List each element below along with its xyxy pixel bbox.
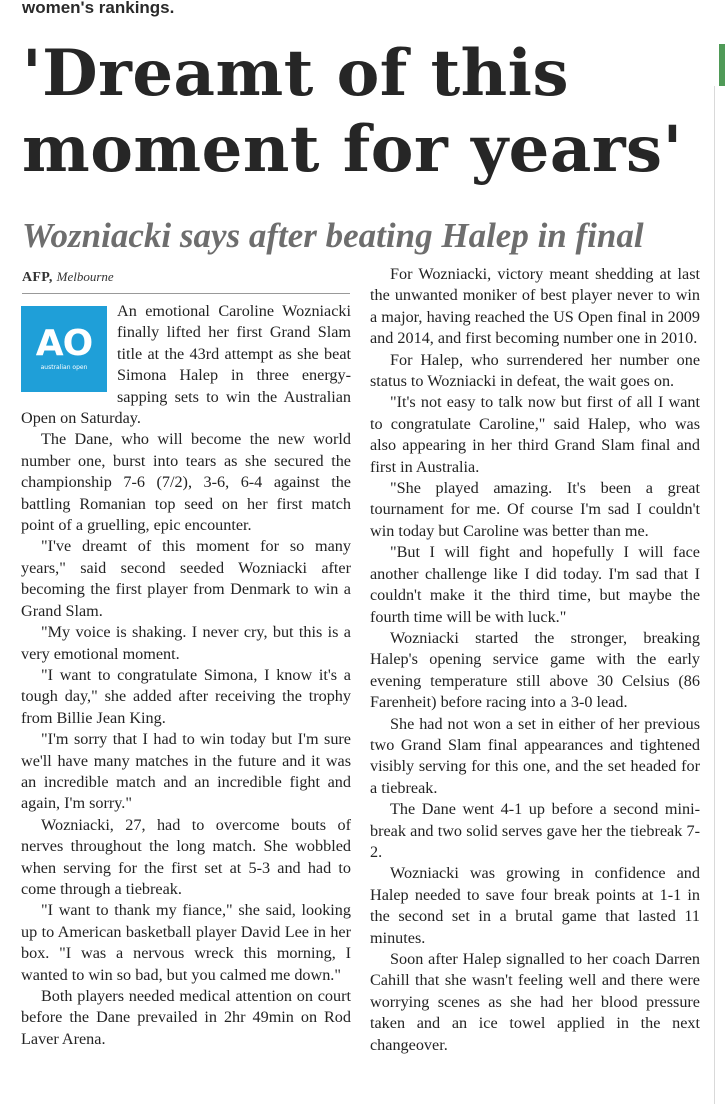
article-paragraph: "I want to congratulate Simona, I know it's a tough day," she added after receiving the trophy from Billie Jean King. [21, 665, 351, 727]
article-paragraph: The Dane, who will become the new world number one, burst into tears as she secured the championship 7-6 (7/2), 3-6, 6-4 against the battling Romanian top seed on her first match point of a gruelling, epic encounter. [21, 430, 351, 535]
article-paragraph: Both players needed medical attention on court before the Dane prevailed in 2hr 49min on Rod Laver Arena. [21, 987, 351, 1048]
byline-agency: AFP, [22, 270, 53, 285]
subheadline: Wozniacki says after beating Halep in final [22, 216, 644, 255]
logo-mark: AO [35, 323, 93, 364]
article-paragraph: "I'm sorry that I had to win today but I'm sure we'll have many matches in the future and it was an incredible match and an incredible fight and again, I'm sorry." [21, 730, 351, 813]
article-paragraph: "I've dreamt of this moment for so many years," said second seeded Wozniacki after becoming the first player from Denmark to win a Grand Slam. [21, 537, 351, 620]
article-paragraph: Wozniacki, 27, had to overcome bouts of nerves throughout the long match. She wobbled when serving for the first set at 5-3 and had to come through a tiebreak. [21, 815, 351, 898]
byline [22, 268, 350, 294]
article-paragraph: Wozniacki was growing in confidence and Halep needed to save four break points at 1-1 in the second set in a brutal game that lasted 11 minutes. [370, 864, 700, 947]
article-paragraph: "She played amazing. It's been a great tournament for me. Of course I'm sad I couldn't win today but Caroline was better than me. [370, 479, 700, 540]
article-paragraph: "But I will fight and hopefully I will face another challenge like I did today. I'm sad that I couldn't make it the third time, but maybe the fourth time will be with luck." [370, 543, 700, 626]
article-paragraph: An emotional Caroline Wozniacki finally lifted her first Grand Slam title at the 43rd attempt as she beat Simona Halep in three energy-sapping sets to win the Australian Open on Saturday. [21, 302, 351, 428]
logo-caption: australian open [40, 364, 88, 371]
article-paragraph: "My voice is shaking. I never cry, but this is a very emotional moment. [21, 623, 351, 663]
headline: 'Dreamt of this moment for years' [22, 36, 683, 187]
right-column [370, 264, 700, 1056]
article-paragraph: For Wozniacki, victory meant shedding at last the unwanted moniker of best player never to win a major, having reached the US Open final in 2009 and 2014, and first becoming number one in 2010. [370, 265, 700, 348]
kicker-text: women's rankings. [22, 0, 175, 17]
column-rule [714, 86, 715, 1104]
article-paragraph: "I want to thank my fiance," she said, looking up to American basketball player David Lee in her box. "I was a nervous wreck this morning, I wanted to win so bad, but you calmed me down." [21, 901, 351, 984]
article-paragraph: The Dane went 4-1 up before a second mini-break and two solid serves gave her the tiebreak 7-2. [370, 800, 700, 861]
article-paragraph: Wozniacki started the stronger, breaking Halep's opening service game with the early evening temperature still above 30 Celsius (86 Farenheit) before racing into a 3-0 lead. [370, 628, 700, 712]
article-paragraph: For Halep, who surrendered her number one status to Wozniacki in defeat, the wait goes on. [370, 350, 700, 391]
byline-location: Melbourne [56, 269, 114, 284]
left-column [21, 301, 351, 1050]
australian-open-logo [21, 306, 107, 392]
article-paragraph: "It's not easy to talk now but first of all I want to congratulate Caroline," said Halep, who was also appearing in her third Grand Slam final and first in Australia. [370, 393, 700, 476]
article-paragraph: She had not won a set in either of her previous two Grand Slam final appearances and tightened visibly serving for this one, and the set headed for a tiebreak. [370, 714, 700, 797]
page-edge-accent [719, 44, 725, 86]
article-paragraph: Soon after Halep signalled to her coach Darren Cahill that she wasn't feeling well and there were worrying scenes as she had her blood pressure taken and an ice towel applied in the next changeover. [370, 950, 700, 1054]
